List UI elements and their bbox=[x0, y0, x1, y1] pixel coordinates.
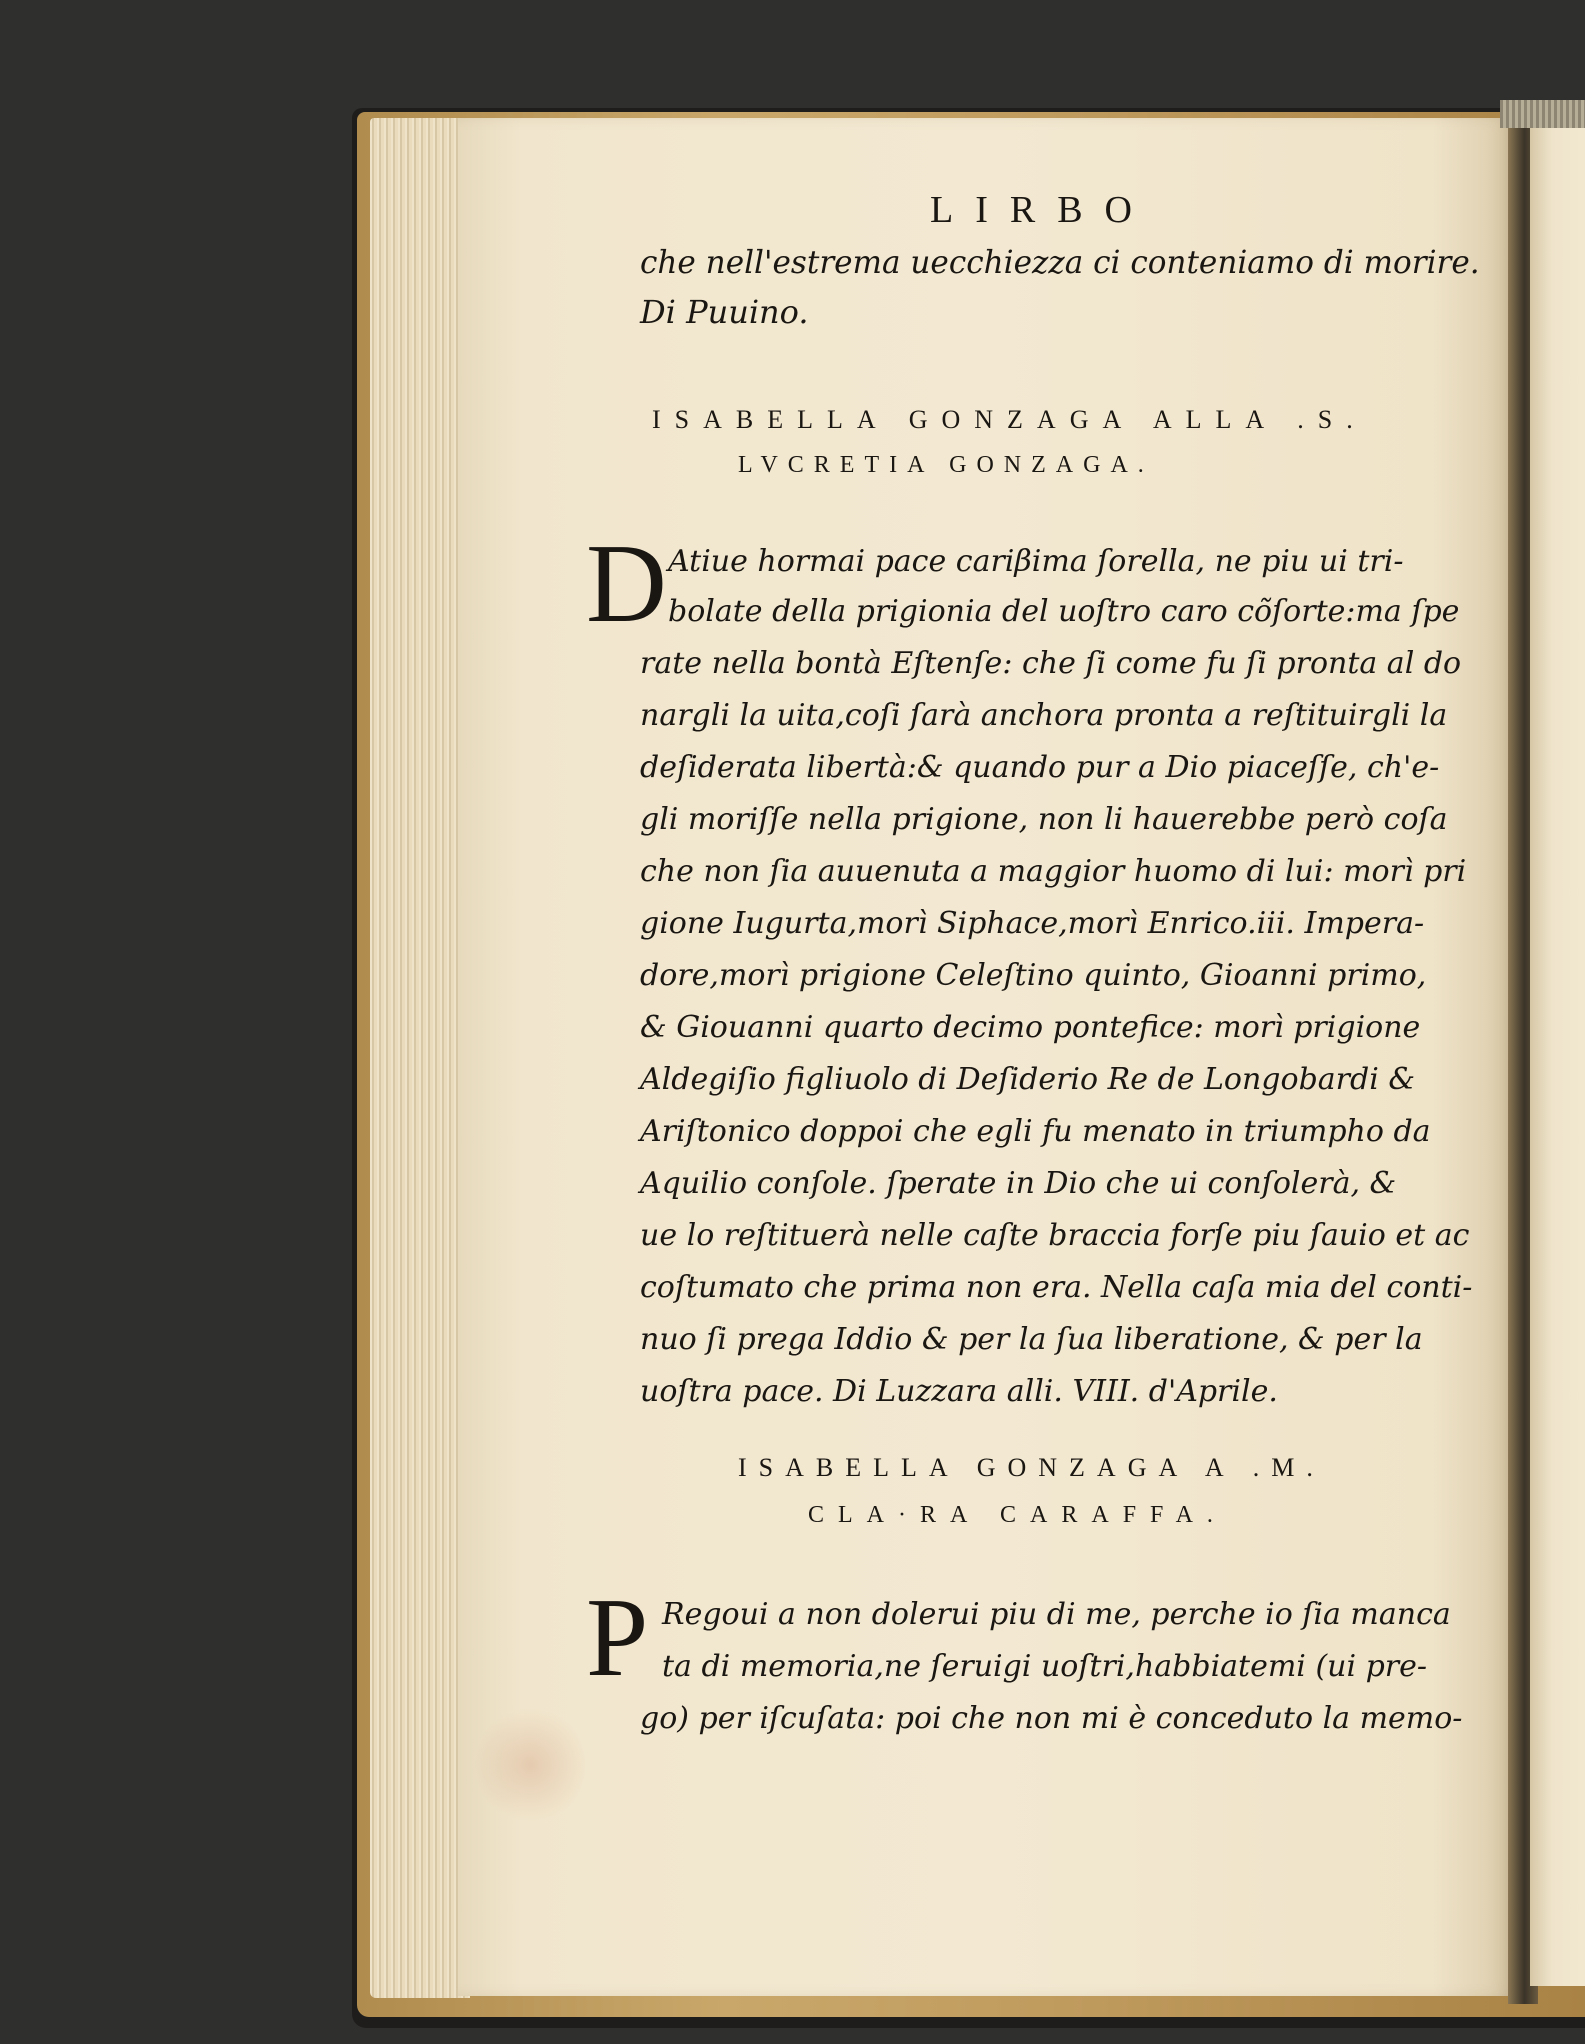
spine-binding bbox=[1500, 100, 1585, 128]
letter1-heading-line2: LVCRETIA GONZAGA. bbox=[738, 452, 1154, 478]
letter1-line-10: & Giouanni quarto decimo pontefice: morì prigione bbox=[640, 1010, 1421, 1045]
running-head: LIRBO bbox=[930, 189, 1154, 231]
opening-line-2: Di Puuino. bbox=[640, 293, 809, 331]
letter1-line-6: gli moriſſe nella prigione, non li hauerebbe però coſa bbox=[640, 802, 1448, 837]
letter1-line-11: Aldegiſio figliuolo di Deſiderio Re de Longobardi & bbox=[640, 1062, 1416, 1097]
letter2-line-2: ta di memoria,ne ſeruigi uoſtri,habbiatemi (ui pre- bbox=[662, 1649, 1428, 1684]
page-stain bbox=[475, 1705, 585, 1825]
letter1-line-16: nuo ſi prega Iddio & per la ſua liberatione, & per la bbox=[640, 1322, 1423, 1357]
letter1-line-2: bolate della prigionia del uoſtro caro cõſorte:ma ſpe bbox=[668, 594, 1460, 629]
letter1-heading-line1: ISABELLA GONZAGA ALLA .S. bbox=[652, 405, 1367, 434]
letter2-line-3: go) per iſcuſata: poi che non mi è conceduto la memo- bbox=[640, 1701, 1463, 1736]
letter1-line-8: gione Iugurta,morì Siphace,morì Enrico.iii. Impera- bbox=[640, 906, 1425, 941]
letter1-line-9: dore,morì prigione Celeſtino quinto, Gioanni primo, bbox=[640, 958, 1427, 993]
letter1-line-14: ue lo reſtituerà nelle caſte braccia forſe piu ſauio et ac bbox=[640, 1218, 1470, 1253]
facing-page-edge bbox=[1530, 126, 1585, 1986]
letter1-line-13: Aquilio conſole. ſperate in Dio che ui conſolerà, & bbox=[640, 1166, 1397, 1201]
letter2-heading-line1: ISABELLA GONZAGA A .M. bbox=[738, 1453, 1325, 1482]
letter1-line-3: rate nella bontà Eſtenſe: che ſi come fu ſi pronta al do bbox=[640, 646, 1462, 681]
letter2-heading-line2: CLA·RA CARAFFA. bbox=[808, 1502, 1227, 1528]
letter1-line-17: uoſtra pace. Di Luzzara alli. VIII. d'Aprile. bbox=[640, 1374, 1278, 1409]
letter1-line-15: coſtumato che prima non era. Nella caſa mia del conti- bbox=[640, 1270, 1473, 1305]
letter1-dropcap: D bbox=[586, 522, 667, 646]
letter1-line-1: Atiue hormai pace cariβima ſorella, ne piu ui tri- bbox=[668, 544, 1404, 579]
page-edges bbox=[370, 118, 470, 1998]
letter1-line-4: nargli la uita,coſi ſarà anchora pronta a reſtituirgli la bbox=[640, 698, 1448, 733]
letter1-line-12: Ariſtonico doppoi che egli fu menato in triumpho da bbox=[640, 1114, 1431, 1149]
letter1-line-5: deſiderata libertà:& quando pur a Dio piaceſſe, ch'e- bbox=[640, 750, 1440, 785]
letter1-line-7: che non ſia auuenuta a maggior huomo di lui: morì pri bbox=[640, 854, 1467, 889]
letter2-line-1: Regoui a non dolerui piu di me, perche io ſia manca bbox=[662, 1597, 1451, 1632]
opening-line-1: che nell'estrema uecchiezza ci conteniamo di morire. bbox=[640, 243, 1480, 281]
letter2-dropcap: P bbox=[586, 1576, 649, 1700]
